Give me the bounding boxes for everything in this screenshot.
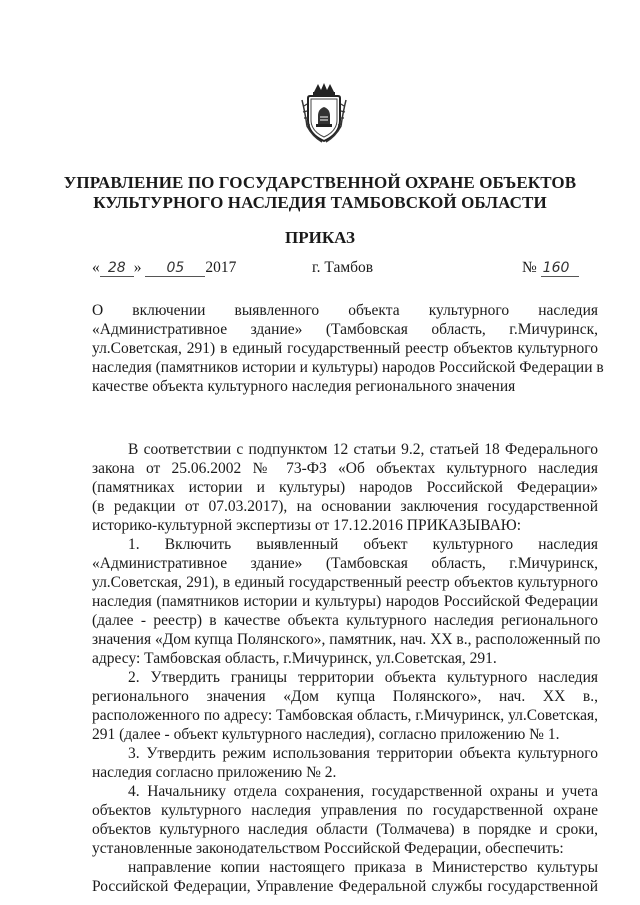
body-line: (в редакции от 07.03.2017), на основании заключения государственной [92,498,598,515]
date-open-quote: « [92,259,100,276]
order-date [92,259,236,277]
body-line: закона от 25.06.2002 № 73-ФЗ «Об объектах культурного наследия [92,460,598,477]
body-line: (далее - реестр) в качестве объекта культурного наследия регионального [92,612,598,629]
date-day: 28 [100,261,134,277]
date-month: 05 [145,261,205,277]
date-close-quote: » [133,259,142,276]
body-line: адресу: Тамбовская область, г.Мичуринск, ул.Советская, 291. [92,650,497,667]
body-line: 2. Утвердить границы территории объекта культурного наследия [128,669,598,686]
body-line: 3. Утвердить режим использования территории объекта культурного [128,745,598,762]
body-line: наследия (памятников истории и культуры) народов Российской Федерации [92,593,598,610]
body-line: (памятниках истории и культуры) народов Российской Федерации» [92,479,598,496]
title-line: наследия (памятников истории и культуры) народов Российской Федерации в [92,359,604,376]
order-number [522,259,579,277]
body-line: объектов культурного наследия области (Толмачева) в порядке и сроки, [92,821,598,838]
number-value: 160 [541,261,579,277]
body-line: регионального значения «Дом купца Полянского», нач. XX в., [92,688,598,705]
body-line: значения «Дом купца Полянского», памятник, нач. XX в., расположенный по [92,631,601,648]
date-year: 2017 [205,259,237,276]
body-line: направление копии настоящего приказа в Министерство культуры [128,859,598,876]
body-line: установленные законодательством Российской Федерации, обеспечить: [92,840,564,857]
body-line: расположенного по адресу: Тамбовская область, г.Мичуринск, ул.Советская, [92,707,598,724]
body-line: В соответствии с подпунктом 12 статьи 9.2, статьей 18 Федерального [128,441,598,458]
organization-name-line-2: КУЛЬТУРНОГО НАСЛЕДИЯ ТАМБОВСКОЙ ОБЛАСТИ [93,193,547,212]
order-city: г. Тамбов [312,259,374,276]
title-line: качестве объекта культурного наследия регионального значения [92,378,516,395]
body-line: наследия согласно приложению № 2. [92,764,337,781]
organization-name-line-1: УПРАВЛЕНИЕ ПО ГОСУДАРСТВЕННОЙ ОХРАНЕ ОБЪЕКТОВ [63,173,577,192]
document-type: ПРИКАЗ [285,228,355,247]
body-line: историко-культурной экспертизы от 17.12.2016 ПРИКАЗЫВАЮ: [92,517,521,534]
title-line: О включении выявленного объекта культурного наследия [92,302,598,319]
body-line: Российской Федерации, Управление Федеральной службы государственной [92,878,598,895]
body-line: ул.Советская, 291), в единый государственный реестр объектов культурного [92,574,598,591]
coat-of-arms-emblem [300,82,348,144]
body-line: «Административное здание» (Тамбовская область, г.Мичуринск, [92,555,598,572]
title-line: «Административное здание» (Тамбовская область, г.Мичуринск, [92,321,598,338]
body-line: 1. Включить выявленный объект культурного наследия [128,536,598,553]
title-line: ул.Советская, 291) в единый государственный реестр объектов культурного [92,340,598,357]
body-line: 4. Начальнику отдела сохранения, государственной охраны и учета [128,783,598,800]
number-label: № [522,259,537,276]
body-line: объектов культурного наследия управления по государственной охране [92,802,598,819]
body-line: 291 (далее - объект культурного наследия), согласно приложению № 1. [92,726,560,743]
